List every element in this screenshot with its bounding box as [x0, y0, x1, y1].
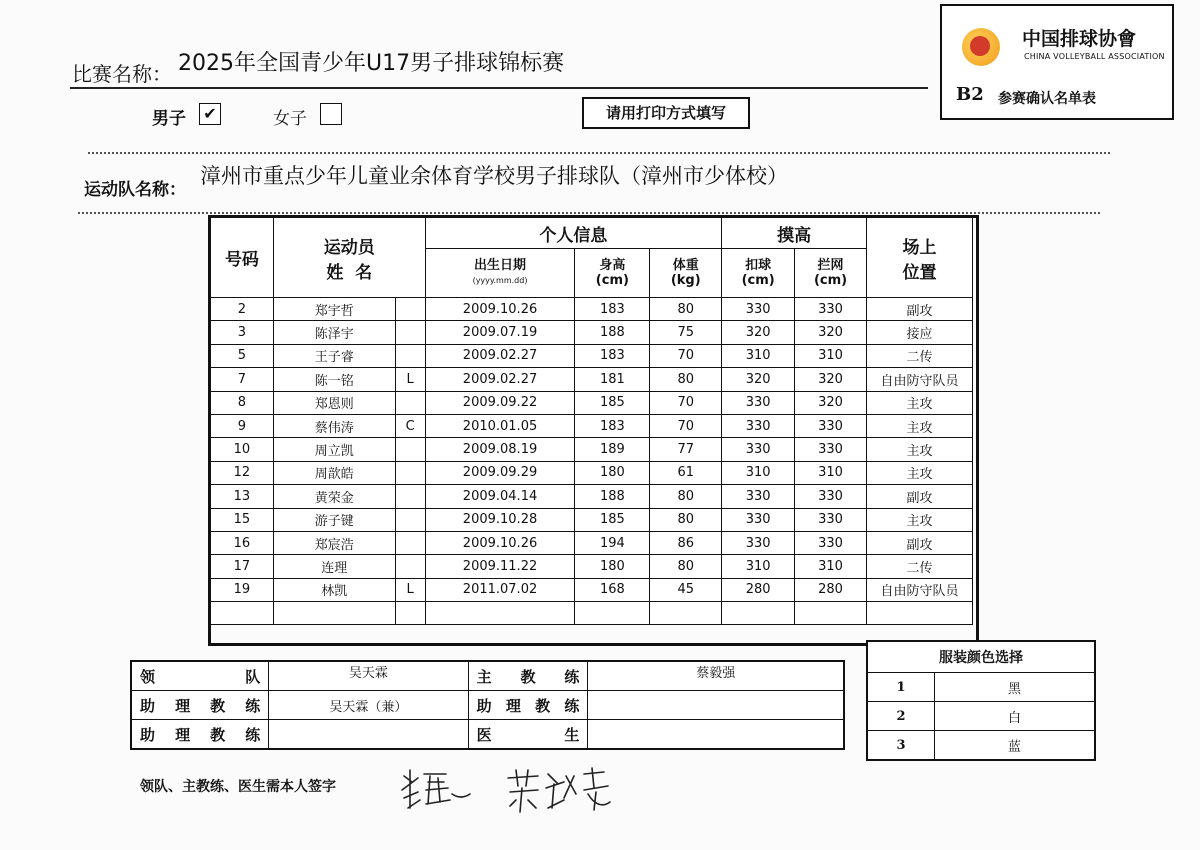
block-reach: 310 [795, 555, 867, 578]
header-height-label: 身高 [599, 258, 626, 273]
weight: 70 [650, 344, 722, 367]
court-position: 副攻 [867, 298, 973, 321]
staff-label-char: 生 [564, 725, 580, 744]
header-athlete [273, 218, 425, 298]
jersey-number: 19 [211, 578, 274, 601]
uniform-option-number: 3 [867, 731, 935, 761]
header-athlete-l2: 姓 名 [326, 262, 373, 283]
uniform-color-row [867, 731, 1095, 761]
uniform-option-number: 2 [867, 702, 935, 731]
height: 181 [575, 368, 650, 391]
birth-date: 2009.10.28 [425, 508, 575, 531]
height: 185 [575, 391, 650, 414]
birth-date: 2009.02.27 [425, 344, 575, 367]
header-reach: 摸高 [722, 218, 867, 249]
birth-date: 2009.09.29 [425, 461, 575, 484]
block-reach: 310 [795, 461, 867, 484]
height: 189 [575, 438, 650, 461]
jersey-number: 15 [211, 508, 274, 531]
uniform-color-name: 黑 [935, 673, 1096, 702]
staff-label-char: 主 [476, 667, 492, 686]
court-position: 自由防守队员 [867, 578, 973, 601]
header-weight-unit: (kg) [670, 273, 701, 288]
height: 194 [575, 531, 650, 554]
jersey-number: 9 [211, 414, 274, 437]
athlete-name: 陈泽宇 [273, 321, 395, 344]
birth-date: 2009.11.22 [425, 555, 575, 578]
uniform-color-table [866, 640, 1096, 761]
uniform-color-title: 服装颜色选择 [867, 641, 1095, 673]
staff-label-char: 教 [210, 725, 226, 744]
role-tag: C [395, 414, 425, 437]
header-birth-label: 出生日期 [474, 258, 527, 273]
role-tag: L [395, 368, 425, 391]
table-row [211, 531, 973, 554]
header-position-l1: 场上 [902, 237, 937, 258]
signature-note: 领队、主教练、医生需本人签字 [140, 779, 336, 795]
jersey-number: 17 [211, 555, 274, 578]
court-position: 主攻 [867, 508, 973, 531]
table-row [211, 391, 973, 414]
spike-reach: 330 [722, 508, 795, 531]
staff-label-char: 练 [564, 667, 580, 686]
weight: 70 [650, 391, 722, 414]
header-spike-unit: (cm) [741, 273, 775, 288]
block-reach: 330 [795, 485, 867, 508]
role-tag [395, 438, 425, 461]
weight: 75 [650, 321, 722, 344]
athlete-name: 郑宸浩 [273, 531, 395, 554]
uniform-color-body [867, 673, 1095, 761]
header-birth-format: (yyyy.mm.dd) [472, 276, 528, 285]
uniform-color-row [867, 702, 1095, 731]
header-block-label: 拦网 [817, 258, 844, 273]
table-row [211, 414, 973, 437]
birth-date: 2009.10.26 [425, 298, 575, 321]
spike-reach [722, 602, 795, 625]
height: 183 [575, 344, 650, 367]
jersey-number [211, 602, 274, 625]
height: 188 [575, 321, 650, 344]
block-reach: 320 [795, 391, 867, 414]
header-block-unit: (cm) [813, 273, 848, 288]
association-name-cn: 中国排球协會 [1022, 28, 1137, 50]
athlete-name: 连理 [273, 555, 395, 578]
print-instruction: 请用打印方式填写 [582, 97, 750, 129]
spike-reach: 320 [722, 321, 795, 344]
staff-label-char: 教 [535, 696, 551, 715]
height: 185 [575, 508, 650, 531]
header-height-unit: (cm) [595, 273, 629, 288]
table-row [211, 321, 973, 344]
table-row [211, 508, 973, 531]
weight: 80 [650, 368, 722, 391]
block-reach: 330 [795, 531, 867, 554]
header-weight [650, 249, 722, 298]
association-name-en: CHINA VOLLEYBALL ASSOCIATION [1024, 52, 1165, 61]
spike-reach: 320 [722, 368, 795, 391]
staff-label-char: 助 [140, 725, 156, 744]
form-code: B2 [956, 84, 984, 105]
female-label: 女子 [273, 109, 307, 129]
table-row [211, 555, 973, 578]
volleyball-emblem-icon [970, 36, 990, 56]
athlete-name: 周歆皓 [273, 461, 395, 484]
staff-label-char: 练 [245, 696, 261, 715]
table-row [211, 461, 973, 484]
staff-label-char: 理 [175, 725, 191, 744]
table-row [211, 578, 973, 601]
roster-table [210, 217, 973, 625]
male-label: 男子 [152, 109, 186, 129]
staff-label-char: 练 [245, 725, 261, 744]
jersey-number: 10 [211, 438, 274, 461]
spike-reach: 310 [722, 461, 795, 484]
uniform-color-row [867, 673, 1095, 702]
height [575, 602, 650, 625]
jersey-number: 8 [211, 391, 274, 414]
weight: 70 [650, 414, 722, 437]
weight: 80 [650, 555, 722, 578]
spike-reach: 330 [722, 298, 795, 321]
table-row [211, 602, 973, 625]
header-birth [425, 249, 575, 298]
assistant-coach-name: 吴天霖（兼） [269, 691, 468, 720]
assistant-coach-name [269, 720, 468, 750]
birth-date [425, 602, 575, 625]
staff-label-char: 领 [140, 667, 156, 686]
jersey-number: 13 [211, 485, 274, 508]
table-row [211, 485, 973, 508]
court-position: 主攻 [867, 438, 973, 461]
birth-date: 2009.09.22 [425, 391, 575, 414]
weight: 80 [650, 508, 722, 531]
height: 168 [575, 578, 650, 601]
staff-table [130, 660, 845, 750]
weight [650, 602, 722, 625]
staff-label-char: 助 [140, 696, 156, 715]
header-personal-info: 个人信息 [425, 218, 722, 249]
athlete-name: 游子键 [273, 508, 395, 531]
jersey-number: 7 [211, 368, 274, 391]
roster-body [211, 298, 973, 625]
birth-date: 2009.02.27 [425, 368, 575, 391]
weight: 61 [650, 461, 722, 484]
leader-name: 吴天霖 [269, 661, 468, 691]
staff-label-char: 医 [476, 725, 492, 744]
athlete-name: 郑恩则 [273, 391, 395, 414]
spike-reach: 330 [722, 438, 795, 461]
uniform-color-name: 蓝 [935, 731, 1096, 761]
female-checkbox[interactable] [320, 103, 342, 125]
header-weight-label: 体重 [672, 258, 699, 273]
athlete-name: 林凯 [273, 578, 395, 601]
role-tag [395, 321, 425, 344]
court-position: 副攻 [867, 531, 973, 554]
block-reach: 330 [795, 298, 867, 321]
association-logo-box [940, 4, 1174, 120]
spike-reach: 330 [722, 485, 795, 508]
block-reach: 330 [795, 508, 867, 531]
divider [88, 152, 1110, 154]
court-position: 主攻 [867, 391, 973, 414]
staff-label-char: 教 [210, 696, 226, 715]
role-tag [395, 555, 425, 578]
assistant-coach-name [588, 691, 844, 720]
block-reach: 310 [795, 344, 867, 367]
staff-label-char: 助 [476, 696, 492, 715]
court-position: 主攻 [867, 414, 973, 437]
court-position [867, 602, 973, 625]
staff-label-char: 理 [505, 696, 521, 715]
header-spike-label: 扣球 [745, 258, 772, 273]
block-reach: 320 [795, 321, 867, 344]
role-tag [395, 508, 425, 531]
height: 183 [575, 298, 650, 321]
male-checkbox[interactable]: ✔ [199, 103, 221, 125]
athlete-name: 王子睿 [273, 344, 395, 367]
athlete-name: 黄荣金 [273, 485, 395, 508]
header-spike [722, 249, 795, 298]
block-reach: 280 [795, 578, 867, 601]
staff-label-char: 理 [175, 696, 191, 715]
leader-label [131, 661, 269, 691]
team-label: 运动队名称： [84, 180, 186, 200]
block-reach: 330 [795, 414, 867, 437]
role-tag [395, 602, 425, 625]
jersey-number: 5 [211, 344, 274, 367]
role-tag [395, 344, 425, 367]
uniform-color-name: 白 [935, 702, 1096, 731]
athlete-name: 郑宇哲 [273, 298, 395, 321]
header-position [867, 218, 973, 298]
block-reach: 330 [795, 438, 867, 461]
jersey-number: 12 [211, 461, 274, 484]
birth-date: 2010.01.05 [425, 414, 575, 437]
staff-label-char: 教 [520, 667, 536, 686]
court-position: 副攻 [867, 485, 973, 508]
header-position-l2: 位置 [902, 262, 937, 283]
athlete-name: 陈一铭 [273, 368, 395, 391]
weight: 80 [650, 485, 722, 508]
table-row [211, 438, 973, 461]
divider [78, 212, 1100, 214]
height: 180 [575, 461, 650, 484]
doctor-name [588, 720, 844, 750]
role-tag [395, 531, 425, 554]
birth-date: 2009.07.19 [425, 321, 575, 344]
role-tag [395, 298, 425, 321]
weight: 77 [650, 438, 722, 461]
weight: 86 [650, 531, 722, 554]
jersey-number: 2 [211, 298, 274, 321]
header-number: 号码 [211, 218, 274, 298]
spike-reach: 310 [722, 555, 795, 578]
court-position: 接应 [867, 321, 973, 344]
court-position: 二传 [867, 555, 973, 578]
jersey-number: 16 [211, 531, 274, 554]
table-row [211, 298, 973, 321]
birth-date: 2009.08.19 [425, 438, 575, 461]
team-name: 漳州市重点少年儿童业余体育学校男子排球队（漳州市少体校） [200, 164, 788, 188]
head-coach-label [468, 661, 588, 691]
spike-reach: 330 [722, 414, 795, 437]
birth-date: 2009.10.26 [425, 531, 575, 554]
assistant-coach-label [131, 691, 269, 720]
jersey-number: 3 [211, 321, 274, 344]
table-row [211, 368, 973, 391]
header-block [795, 249, 867, 298]
height: 180 [575, 555, 650, 578]
staff-label-char: 练 [564, 696, 580, 715]
spike-reach: 330 [722, 391, 795, 414]
handwritten-signature [398, 764, 628, 816]
spike-reach: 310 [722, 344, 795, 367]
table-row [211, 344, 973, 367]
doctor-label [468, 720, 588, 750]
assistant-coach-label [468, 691, 588, 720]
weight: 80 [650, 298, 722, 321]
form-title: 参赛确认名单表 [998, 91, 1096, 107]
spike-reach: 280 [722, 578, 795, 601]
athlete-name [273, 602, 395, 625]
role-tag: L [395, 578, 425, 601]
role-tag [395, 391, 425, 414]
head-coach-name: 蔡毅强 [588, 661, 844, 691]
role-tag [395, 461, 425, 484]
block-reach [795, 602, 867, 625]
block-reach: 320 [795, 368, 867, 391]
court-position: 自由防守队员 [867, 368, 973, 391]
spike-reach: 330 [722, 531, 795, 554]
assistant-coach-label [131, 720, 269, 750]
birth-date: 2011.07.02 [425, 578, 575, 601]
role-tag [395, 485, 425, 508]
header-height [575, 249, 650, 298]
height: 183 [575, 414, 650, 437]
height: 188 [575, 485, 650, 508]
header-athlete-l1: 运动员 [323, 237, 375, 258]
uniform-option-number: 1 [867, 673, 935, 702]
birth-date: 2009.04.14 [425, 485, 575, 508]
competition-label: 比赛名称： [72, 62, 172, 86]
competition-name: 2025年全国青少年U17男子排球锦标赛 [178, 51, 565, 76]
athlete-name: 蔡伟涛 [273, 414, 395, 437]
court-position: 主攻 [867, 461, 973, 484]
weight: 45 [650, 578, 722, 601]
athlete-name: 周立凯 [273, 438, 395, 461]
staff-label-char: 队 [245, 667, 261, 686]
court-position: 二传 [867, 344, 973, 367]
